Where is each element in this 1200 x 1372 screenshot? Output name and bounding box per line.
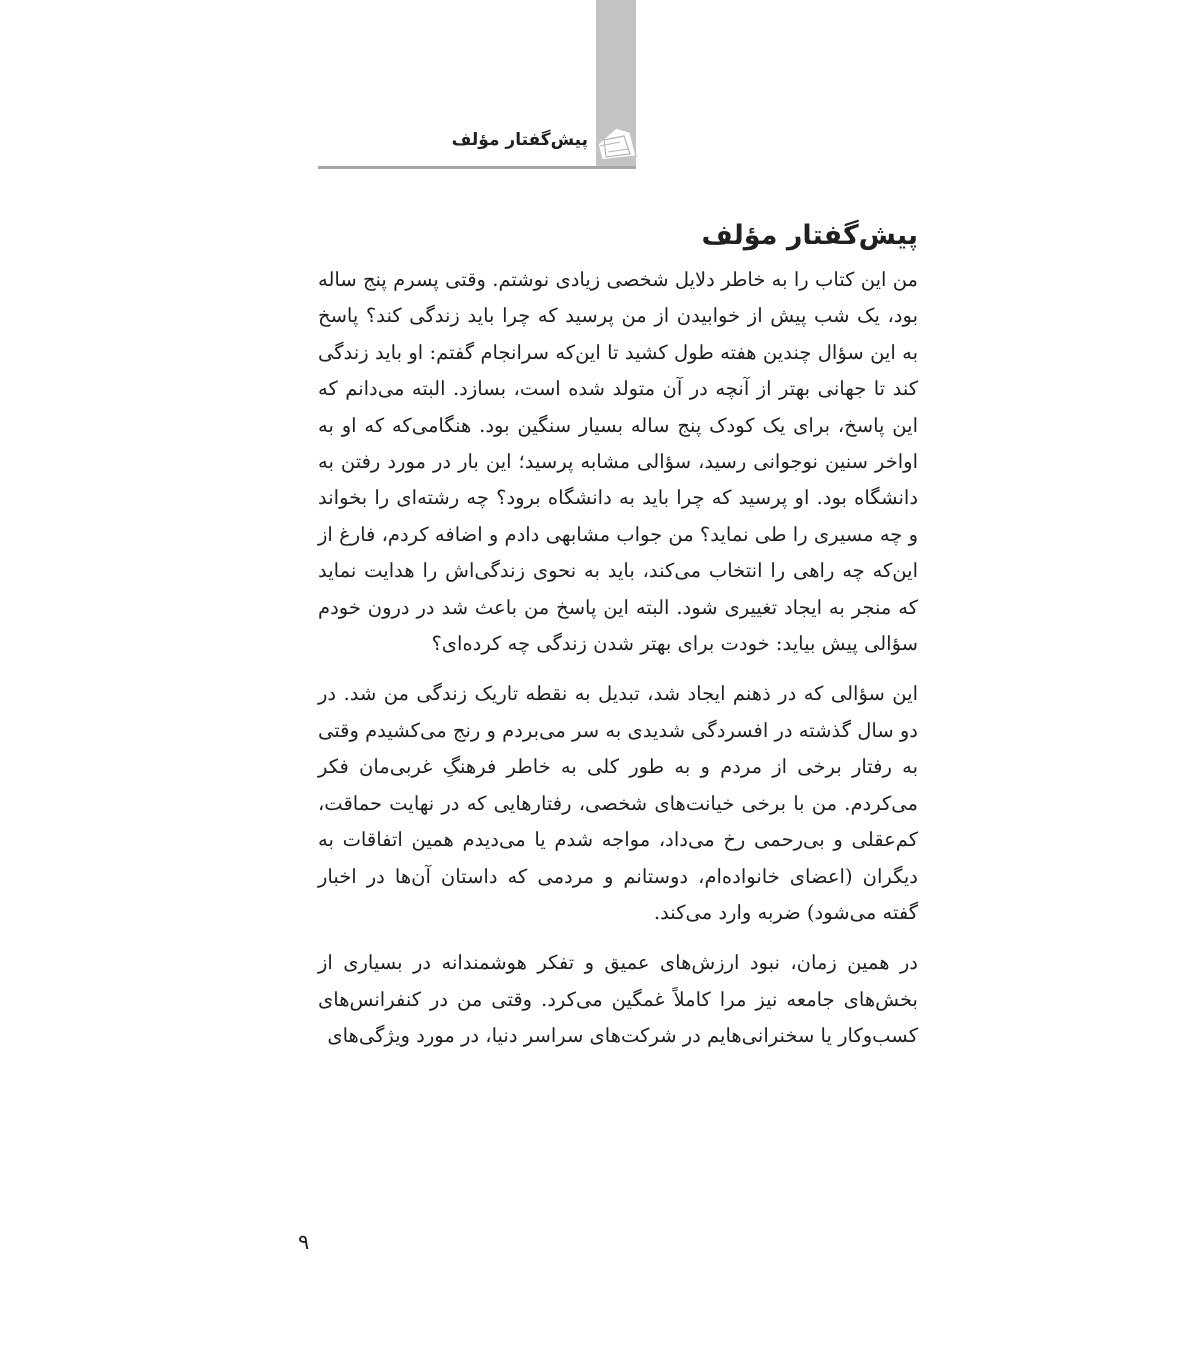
page-number: ۹ (298, 1230, 310, 1254)
chapter-title: پیش‌گفتار مؤلف (701, 220, 918, 251)
book-stack-icon (594, 122, 638, 166)
paragraph-2: این سؤالی که در ذهنم ایجاد شد، تبدیل به نقطه تاریک زندگی من شد. در دو سال گذشته در افسردگی شدیدی به سر می‌بردم و رنج می‌کشیدم وقتی به رفتار برخی از مردم و به طور کلی به خاطر فرهنگِ غربی‌مان فکر می‌کردم. من با برخی خیانت‌های شخصی، رفتارهایی که در نهایت حماقت، کم‌عقلی و بی‌رحمی رخ می‌داد، مواجه شدم یا می‌دیدم همین اتفاقات به دیگران (اعضای خانواده‌ام، دوستانم و مردمی که داستان آن‌ها در اخبار گفته می‌شود) ضربه وارد می‌کند. (318, 682, 918, 924)
body-text (318, 262, 918, 1055)
running-head: پیش‌گفتار مؤلف (451, 130, 588, 150)
paragraph-3: در همین زمان، نبود ارزش‌های عمیق و تفکر هوشمندانه در بسیاری از بخش‌های جامعه نیز مرا کاملاً غمگین می‌کرد. وقتی من در کنفرانس‌های کسب‌وکار یا سخنرانی‌هایم در شرکت‌های سراسر دنیا، در مورد ویژگی‌های (318, 951, 918, 1048)
header-rule (318, 166, 636, 169)
paragraph-1: من این کتاب را به خاطر دلایل شخصی زیادی نوشتم. وقتی پسرم پنج ساله بود، یک شب پیش از خوابیدن از من پرسید که چرا باید زندگی کند؟ پاسخ به این سؤال چندین هفته طول کشید تا این‌که سرانجام گفتم: او باید زندگی کند تا جهانی بهتر از آنچه در آن متولد شده است، بسازد. البته می‌دانم که این پاسخ، برای یک کودک پنج ساله بسیار سنگین بود. هنگامی‌که که او به اواخر سنین نوجوانی رسید، سؤالی مشابه پرسید؛ این بار در مورد رفتن به دانشگاه بود. او پرسید که چرا باید به دانشگاه برود؟ چه رشته‌ای را بخواند و چه مسیری را طی نماید؟ من جواب مشابهی دادم و اضافه کردم، فارغ از این‌که چه راهی را انتخاب می‌کند، باید به نحوی زندگی‌اش را هدایت نماید که منجر به ایجاد تغییری شود. البته این پاسخ من باعث شد در درون خودم سؤالی پیش بیاید: خودت برای بهتر شدن زندگی چه کرده‌ای؟ (318, 268, 918, 656)
